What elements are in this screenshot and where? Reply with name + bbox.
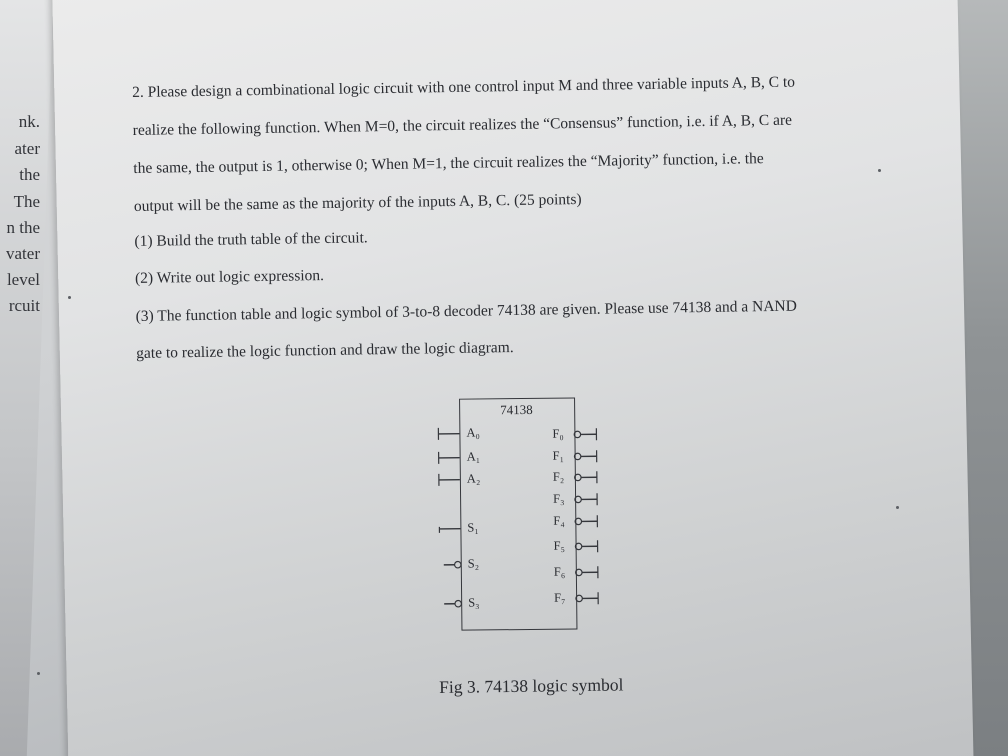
pin-label-a0: A₀	[466, 425, 480, 440]
question-line: (2) Write out logic expression.	[134, 267, 325, 287]
margin-fragment: level	[6, 270, 40, 289]
pin-label-f1: F₁	[552, 448, 565, 463]
paper-speck	[896, 506, 899, 509]
pin-label-f0: F₀	[552, 426, 564, 441]
paper-speck	[878, 169, 881, 172]
pin-label-f4: F₄	[553, 513, 565, 528]
pin-label-f3: F₃	[553, 491, 565, 506]
pin-label-f5: F₅	[553, 538, 565, 553]
margin-fragment: nk.	[18, 112, 40, 131]
question-block	[132, 72, 877, 384]
pin-label-a1: A₁	[466, 449, 481, 464]
question-line: (1) Build the truth table of the circuit.	[134, 229, 368, 250]
question-line: realize the following function. When M=0, the circuit realizes the “Consensus” function, i.e. if A, B, C are	[132, 111, 793, 139]
paper-speck	[68, 296, 71, 299]
question-line: (3) The function table and logic symbol of 3-to-8 decoder 74138 are given. Please use 74138 and a NAND	[135, 297, 798, 325]
pin-label-a2: A₂	[466, 471, 481, 486]
question-line: the same, the output is 1, otherwise 0; When M=1, the circuit realizes the “Majority” function, i.e. the	[133, 150, 764, 177]
question-line: output will be the same as the majority of the inputs A, B, C. (25 points)	[133, 190, 582, 215]
pin-label-s2: S₂	[467, 556, 480, 571]
margin-fragment: ater	[14, 139, 40, 158]
pin-label-f6: F₆	[553, 564, 566, 579]
pin-label-f2: F₂	[552, 469, 565, 484]
question-line: 2. Please design a combinational logic circuit with one control input M and three variable inputs A, B, C to	[132, 73, 796, 101]
margin-fragment: rcuit	[8, 296, 40, 315]
margin-fragment: The	[13, 192, 40, 211]
margin-fragment: vater	[6, 244, 40, 263]
decoder-logic-symbol	[430, 393, 623, 645]
question-line: gate to realize the logic function and draw the logic diagram.	[136, 339, 514, 362]
chip-name: 74138	[500, 401, 533, 418]
pin-label-s1: S₁	[467, 520, 479, 535]
margin-fragment: the	[19, 165, 40, 184]
margin-fragment: n the	[6, 218, 40, 237]
pin-label-s3: S₃	[468, 595, 480, 610]
paper-speck	[37, 672, 40, 675]
figure-caption: Fig 3. 74138 logic symbol	[439, 674, 624, 697]
pin-label-f7: F₇	[554, 590, 566, 605]
output-pins	[574, 428, 598, 604]
